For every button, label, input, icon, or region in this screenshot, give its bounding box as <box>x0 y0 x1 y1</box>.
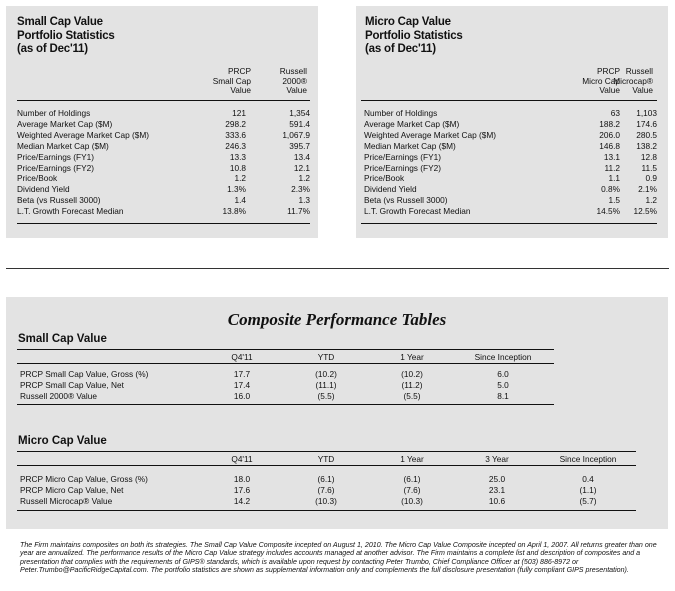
stat-value-prcp: 333.6 <box>225 129 246 140</box>
panel-title: Small Cap Value Portfolio Statistics (as of Dec'11) <box>17 16 115 55</box>
stat-label: Price/Earnings (FY2) <box>17 162 95 173</box>
row-label: PRCP Micro Cap Value, Net <box>20 484 124 495</box>
stat-value-prcp: 146.8 <box>599 140 620 151</box>
cell-value: (7.6) <box>317 484 335 495</box>
stat-value-russell: 1,103 <box>636 108 657 118</box>
stat-value-prcp: 1.3% <box>227 184 246 195</box>
stat-label: Price/Earnings (FY2) <box>364 162 442 173</box>
cell-value: 17.6 <box>233 484 251 495</box>
stat-value-prcp: 11.2 <box>604 162 620 173</box>
panel-title: Micro Cap Value Portfolio Statistics (as of Dec'11) <box>365 16 463 55</box>
stat-row <box>364 130 657 140</box>
bottom-rule <box>361 223 657 224</box>
stat-label: Dividend Yield <box>364 184 417 195</box>
bottom-rule <box>17 223 310 224</box>
stat-row <box>17 141 310 151</box>
cell-value: (10.2) <box>315 369 337 379</box>
col-header-prcp: PRCP Small Cap Value <box>212 66 251 96</box>
composite-panel <box>6 297 668 529</box>
stat-value-russell: 11.5 <box>641 162 657 173</box>
stat-value-russell: 174.6 <box>636 118 657 129</box>
cell-value: (11.1) <box>315 379 337 390</box>
stat-value-prcp: 206.0 <box>599 129 620 140</box>
row-label: Russell 2000® Value <box>20 390 97 401</box>
stat-value-prcp: 0.8% <box>601 184 620 195</box>
stat-value-russell: 1.2 <box>298 173 310 184</box>
row-label: PRCP Small Cap Value, Net <box>20 379 124 390</box>
stat-value-russell: 591.4 <box>289 118 310 129</box>
cell-value: 23.1 <box>488 484 506 495</box>
stat-value-russell: 11.7% <box>287 206 310 217</box>
column-header: 3 Year <box>485 454 509 464</box>
stats-rows <box>364 108 657 223</box>
stat-label: Weighted Average Market Cap ($M) <box>364 129 497 140</box>
stat-label: Average Market Cap ($M) <box>17 118 113 129</box>
micro-cap-heading: Micro Cap Value <box>18 435 107 447</box>
stat-label: Average Market Cap ($M) <box>364 118 460 129</box>
stat-row <box>364 152 657 162</box>
stat-value-prcp: 298.2 <box>225 118 246 129</box>
column-header: 1 Year <box>400 352 424 362</box>
row-label: PRCP Small Cap Value, Gross (%) <box>20 369 149 379</box>
column-header: Since Inception <box>559 454 617 464</box>
stat-row <box>364 108 657 118</box>
stat-label: Dividend Yield <box>17 184 70 195</box>
stat-value-russell: 1.3 <box>298 195 310 206</box>
stat-value-prcp: 13.3 <box>229 151 246 162</box>
stat-value-russell: 1.2 <box>645 195 657 206</box>
stat-row <box>17 195 310 205</box>
stat-row <box>364 206 657 216</box>
row-label: PRCP Micro Cap Value, Gross (%) <box>20 474 148 484</box>
micro-bottom-rule <box>17 510 636 511</box>
stat-label: Number of Holdings <box>17 108 91 118</box>
cell-value: (5.5) <box>403 390 421 401</box>
cell-value: 14.2 <box>233 495 251 506</box>
cell-value: 6.0 <box>497 369 509 379</box>
stat-label: Median Market Cap ($M) <box>17 140 109 151</box>
stat-value-prcp: 63 <box>610 108 620 118</box>
cell-value: 5.0 <box>497 379 509 390</box>
stat-row <box>17 184 310 194</box>
stat-value-russell: 12.1 <box>293 162 310 173</box>
stat-row <box>364 195 657 205</box>
stat-label: Price/Earnings (FY1) <box>17 151 95 162</box>
disclosure-footnote: The Firm maintains composites on both its strategies. The Small Cap Value Composite incepted on August 1, 2010. The Micro Cap Value Composite incepted on April 1, 2007. All returns greater than one year are annualized. The performance results of the Micro Cap Value strategy includes accounts managed at another advisor. The Firm maintains a complete list and description of composites and a presentation that complies with the requirements of GIPS® standards, which is available upon request by contacting Peter Trumbo, Chief Compliance Officer at (503) 886-8972 or Peter.Trumbo@PacificRidgeCapital.com. The portfolio statistics are shown as supplemental information only and complements the full disclosure presentation (fully compliant GIPS presentation). <box>20 541 657 575</box>
stat-row <box>364 173 657 183</box>
stat-row <box>17 152 310 162</box>
cell-value: (1.1) <box>579 484 597 495</box>
stat-value-prcp: 13.1 <box>603 151 620 162</box>
stat-row <box>17 130 310 140</box>
micro-cap-table <box>6 297 668 529</box>
stat-value-russell: 138.2 <box>636 140 657 151</box>
cell-value: (11.2) <box>401 379 423 390</box>
stat-value-prcp: 1.2 <box>234 173 246 184</box>
stat-value-russell: 2.3% <box>291 184 310 195</box>
stat-value-russell: 395.7 <box>289 140 310 151</box>
small-cap-stats-panel <box>6 6 318 238</box>
stat-label: Price/Earnings (FY1) <box>364 151 442 162</box>
cell-value: (6.1) <box>317 474 335 484</box>
stat-label: Number of Holdings <box>364 108 438 118</box>
micro-cap-stats-panel <box>356 6 668 238</box>
section-divider <box>6 268 669 269</box>
composite-title: Composite Performance Tables <box>227 310 447 329</box>
stat-label: Price/Book <box>17 173 58 184</box>
stats-rows <box>17 108 310 223</box>
stat-row <box>364 184 657 194</box>
stat-value-russell: 1,067.9 <box>282 129 310 140</box>
col-header-russell: Russell 2000® Value <box>279 66 307 96</box>
header-rule <box>17 100 310 101</box>
stat-value-russell: 1,354 <box>289 108 310 118</box>
cell-value: (6.1) <box>403 474 421 484</box>
col-header-prcp: PRCP Micro Cap Value <box>582 66 620 96</box>
stat-row <box>364 163 657 173</box>
cell-value: (5.5) <box>317 390 335 401</box>
cell-value: 25.0 <box>488 474 506 484</box>
column-header: YTD <box>317 454 335 464</box>
cell-value: (5.7) <box>579 495 597 506</box>
stat-value-russell: 12.8 <box>640 151 657 162</box>
stat-value-prcp: 1.4 <box>234 195 246 206</box>
stat-row <box>17 173 310 183</box>
cell-value: 0.4 <box>582 474 594 484</box>
stat-value-prcp: 10.8 <box>229 162 246 173</box>
column-header: Q4'11 <box>231 352 253 362</box>
cell-value: 16.0 <box>233 390 251 401</box>
stat-value-russell: 13.4 <box>293 151 310 162</box>
stat-value-russell: 12.5% <box>633 206 657 217</box>
stat-value-prcp: 188.2 <box>599 118 620 129</box>
cell-value: 17.7 <box>233 369 251 379</box>
stat-label: Price/Book <box>364 173 405 184</box>
stat-value-russell: 280.5 <box>636 129 657 140</box>
column-header: YTD <box>317 352 335 362</box>
stat-value-prcp: 246.3 <box>225 140 246 151</box>
stat-row <box>364 119 657 129</box>
column-header: Since Inception <box>474 352 532 362</box>
stat-value-prcp: 1.1 <box>608 173 620 184</box>
cell-value: 17.4 <box>233 379 251 390</box>
stat-value-russell: 0.9 <box>645 173 657 184</box>
stat-value-prcp: 121 <box>232 108 246 118</box>
stat-row <box>17 163 310 173</box>
stat-value-russell: 2.1% <box>638 184 657 195</box>
stat-row <box>17 206 310 216</box>
cell-value: (10.3) <box>401 495 423 506</box>
cell-value: 10.6 <box>488 495 506 506</box>
column-header: Q4'11 <box>231 454 253 464</box>
micro-mid-rule <box>17 465 636 466</box>
column-header: 1 Year <box>400 454 424 464</box>
stat-row <box>17 108 310 118</box>
stat-row <box>17 119 310 129</box>
cell-value: (10.2) <box>401 369 423 379</box>
cell-value: 8.1 <box>497 390 509 401</box>
stat-label: L.T. Growth Forecast Median <box>364 206 471 217</box>
stat-value-prcp: 13.8% <box>222 206 246 217</box>
stat-value-prcp: 14.5% <box>596 206 620 217</box>
cell-value: (7.6) <box>403 484 421 495</box>
col-header-russell: Russell Microcap® Value <box>613 66 653 96</box>
stat-label: Median Market Cap ($M) <box>364 140 456 151</box>
stat-label: Weighted Average Market Cap ($M) <box>17 129 150 140</box>
stat-row <box>364 141 657 151</box>
cell-value: (10.3) <box>315 495 337 506</box>
small-cap-heading: Small Cap Value <box>18 333 107 345</box>
stat-label: Beta (vs Russell 3000) <box>17 195 101 206</box>
header-rule <box>361 100 657 101</box>
stat-label: Beta (vs Russell 3000) <box>364 195 448 206</box>
stat-value-prcp: 1.5 <box>608 195 620 206</box>
stat-label: L.T. Growth Forecast Median <box>17 206 124 217</box>
row-label: Russell Microcap® Value <box>20 495 113 506</box>
cell-value: 18.0 <box>233 474 251 484</box>
